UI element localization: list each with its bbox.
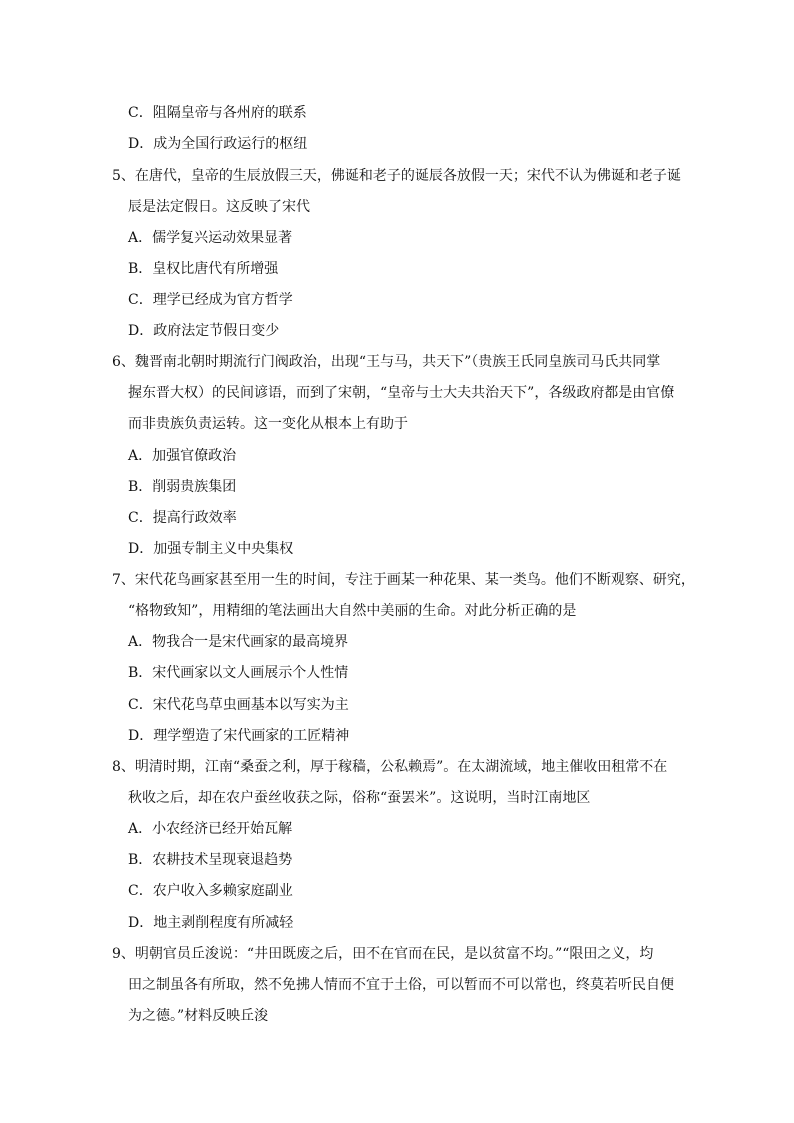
q8-stem-line-2: 秋收之后，却在农户蚕丝收获之际，俗称“蚕罢米”。这说明，当时江南地区 [128, 790, 591, 806]
q6-stem-line-2: 握东晋大权）的民间谚语，而到了宋朝，“皇帝与士大夫共治天下”，各级政府都是由官僚 [128, 385, 675, 401]
q7-option-a: A．物我合一是宋代画家的最高境界 [128, 634, 349, 650]
q6-option-d: D．加强专制主义中央集权 [128, 541, 294, 557]
q7-stem-line-1: 7、宋代花鸟画家甚至用一生的时间，专注于画某一种花果、某一类鸟。他们不断观察、研究， [112, 572, 695, 588]
q5-option-b: B．皇权比唐代有所增强 [128, 261, 279, 277]
q9-stem-line-2: 田之制虽各有所取，然不免拂人情而不宜于土俗，可以暂而不可以常也，终莫若听民自便 [128, 977, 674, 993]
q5-stem-line-1: 5、在唐代，皇帝的生辰放假三天，佛诞和老子的诞辰各放假一天；宋代不认为佛诞和老子诞 [112, 168, 681, 184]
q7-stem-line-2: “格物致知”，用精细的笔法画出大自然中美丽的生命。对此分析正确的是 [128, 603, 577, 619]
q6-stem-line-3: 而非贵族负责运转。这一变化从根本上有助于 [128, 416, 408, 432]
q6-option-c: C．提高行政效率 [128, 510, 237, 526]
q5-stem-line-2: 辰是法定假日。这反映了宋代 [128, 199, 310, 215]
q8-option-c: C．农户收入多赖家庭副业 [128, 883, 293, 899]
q6-option-a: A．加强官僚政治 [128, 448, 237, 464]
q8-option-d: D．地主剥削程度有所减轻 [128, 915, 294, 931]
q8-stem-line-1: 8、明清时期，江南“桑蚕之利，厚于稼穑，公私赖焉”。在太湖流域，地主催收田租常不在 [112, 759, 668, 775]
q9-stem-line-3: 为之德。”材料反映丘浚 [128, 1008, 269, 1024]
q5-option-c: C．理学已经成为官方哲学 [128, 292, 293, 308]
q5-option-d: D．政府法定节假日变少 [128, 323, 280, 339]
q6-stem-line-1: 6、魏晋南北朝时期流行门阀政治，出现“王与马，共天下”（贵族王氏同皇族司马氏共同掌 [112, 354, 661, 370]
q7-option-c: C．宋代花鸟草虫画基本以写实为主 [128, 697, 349, 713]
q9-stem-line-1: 9、明朝官员丘浚说：“井田既废之后，田不在官而在民，是以贫富不均。”“限田之义，均 [112, 946, 654, 962]
q8-option-a: A．小农经济已经开始瓦解 [128, 821, 293, 837]
q5-option-a: A．儒学复兴运动效果显著 [128, 230, 293, 246]
q6-option-b: B．削弱贵族集团 [128, 479, 237, 495]
q7-option-b: B．宋代画家以文人画展示个人性情 [128, 665, 349, 681]
q7-option-d: D．理学塑造了宋代画家的工匠精神 [128, 728, 350, 744]
q8-option-b: B．农耕技术呈现衰退趋势 [128, 852, 293, 868]
q4-option-c: C．阻隔皇帝与各州府的联系 [128, 105, 307, 121]
q4-option-d: D．成为全国行政运行的枢纽 [128, 136, 308, 152]
